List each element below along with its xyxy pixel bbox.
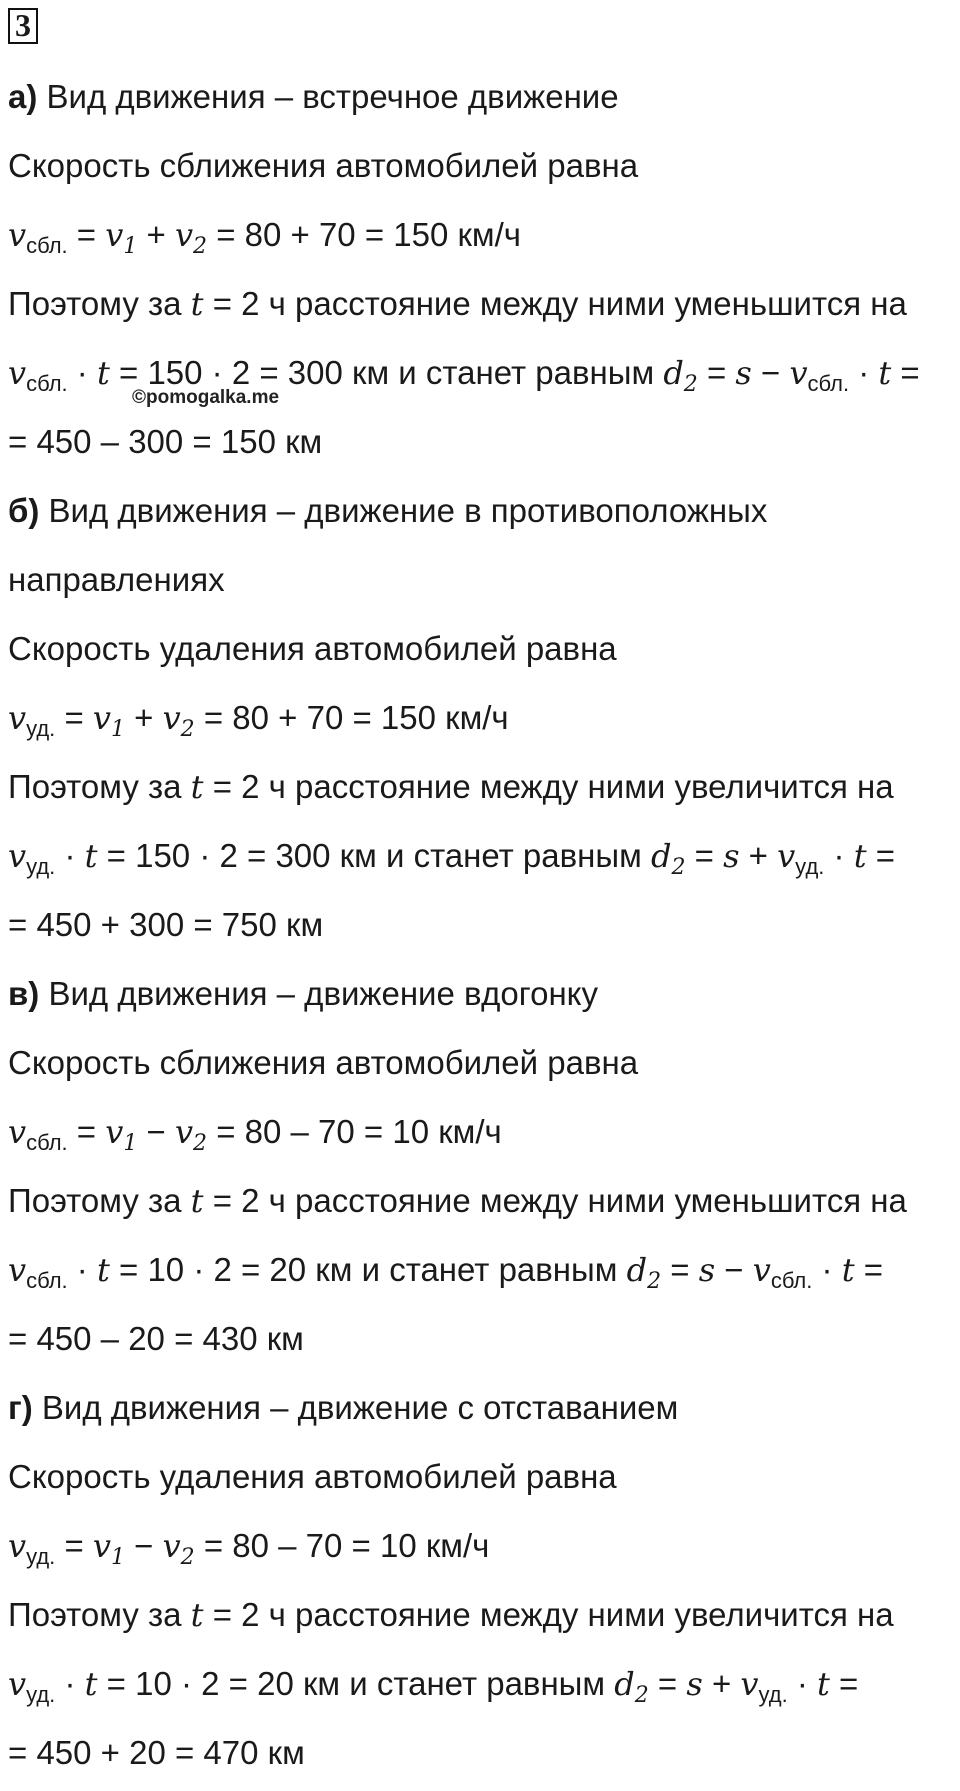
part-d-speed-formula: $v_{уд.} = v_1 - v_2 = 80 - 70 = 10$ км/ч xyxy=(8,1527,490,1570)
part-a-calc: $v_{сбл.} \cdot t = 150 \cdot 2 = 300$ км и станет равным $d_2 = s - v_{сбл.} \cdot t$ = xyxy=(8,354,920,397)
part-c-title-text: Вид движения – движение вдогонку xyxy=(48,975,598,1012)
part-a-speed-text: Скорость сближения автомобилей равна xyxy=(8,147,639,184)
part-d-title xyxy=(8,1388,678,1428)
part-a-title xyxy=(8,77,619,117)
part-d-speed-text: Скорость удаления автомобилей равна xyxy=(8,1458,617,1495)
part-c-result: = 450 – 20 = 430 км xyxy=(8,1320,304,1357)
part-d-result: = 450 + 20 = 470 км xyxy=(8,1734,305,1771)
part-a-distance-text: Поэтому за t = 2 ч расстояние между ними уменьшится на xyxy=(8,285,907,323)
part-c-label: в) xyxy=(8,975,40,1012)
part-a-title-text: Вид движения – встречное движение xyxy=(46,78,619,115)
part-b-label: б) xyxy=(8,492,40,529)
part-c-distance-text: Поэтому за t = 2 ч расстояние между ними уменьшится на xyxy=(8,1182,907,1220)
part-c-speed-formula: $v_{сбл.} = v_1 - v_2 = 80 - 70 = 10$ км/ч xyxy=(8,1113,502,1156)
part-b-title-text: Вид движения – движение в противоположных xyxy=(48,492,768,529)
watermark: ©pomogalka.me xyxy=(132,387,280,408)
part-c-calc: $v_{сбл.} \cdot t = 10 \cdot 2 = 20$ км и станет равным $d_2 = s - v_{сбл.} \cdot t$ = xyxy=(8,1251,884,1294)
part-b-speed-text: Скорость удаления автомобилей равна xyxy=(8,630,617,667)
part-d-title-text: Вид движения – движение с отставанием xyxy=(41,1389,679,1426)
part-a-speed-formula: $v_{сбл.} = v_1 + v_2 = 80 + 70 = 150$ км/ч xyxy=(8,216,521,259)
part-d-label: г) xyxy=(8,1389,33,1426)
part-c-title xyxy=(8,974,598,1014)
part-b-calc: $v_{уд.} \cdot t = 150 \cdot 2 = 300$ км и станет равным $d_2 = s + v_{уд.} \cdot t$ = xyxy=(8,837,896,880)
task-number-box: 3 xyxy=(8,8,38,44)
part-c-speed-text: Скорость сближения автомобилей равна xyxy=(8,1044,639,1081)
part-d-distance-text: Поэтому за t = 2 ч расстояние между ними увеличится на xyxy=(8,1596,894,1634)
part-a-result: = 450 – 300 = 150 км xyxy=(8,423,323,460)
part-b-title xyxy=(8,491,767,531)
part-b-speed-formula: $v_{уд.} = v_1 + v_2 = 80 + 70 = 150$ км/ч xyxy=(8,699,509,742)
part-b-result: = 450 + 300 = 750 км xyxy=(8,906,324,943)
part-d-calc: $v_{уд.} \cdot t = 10 \cdot 2 = 20$ км и станет равным $d_2 = s + v_{уд.} \cdot t$ = xyxy=(8,1665,859,1708)
part-b-distance-text: Поэтому за t = 2 ч расстояние между ними увеличится на xyxy=(8,768,894,806)
part-b-title-cont: направлениях xyxy=(8,561,225,598)
part-a-label: а) xyxy=(8,78,38,115)
